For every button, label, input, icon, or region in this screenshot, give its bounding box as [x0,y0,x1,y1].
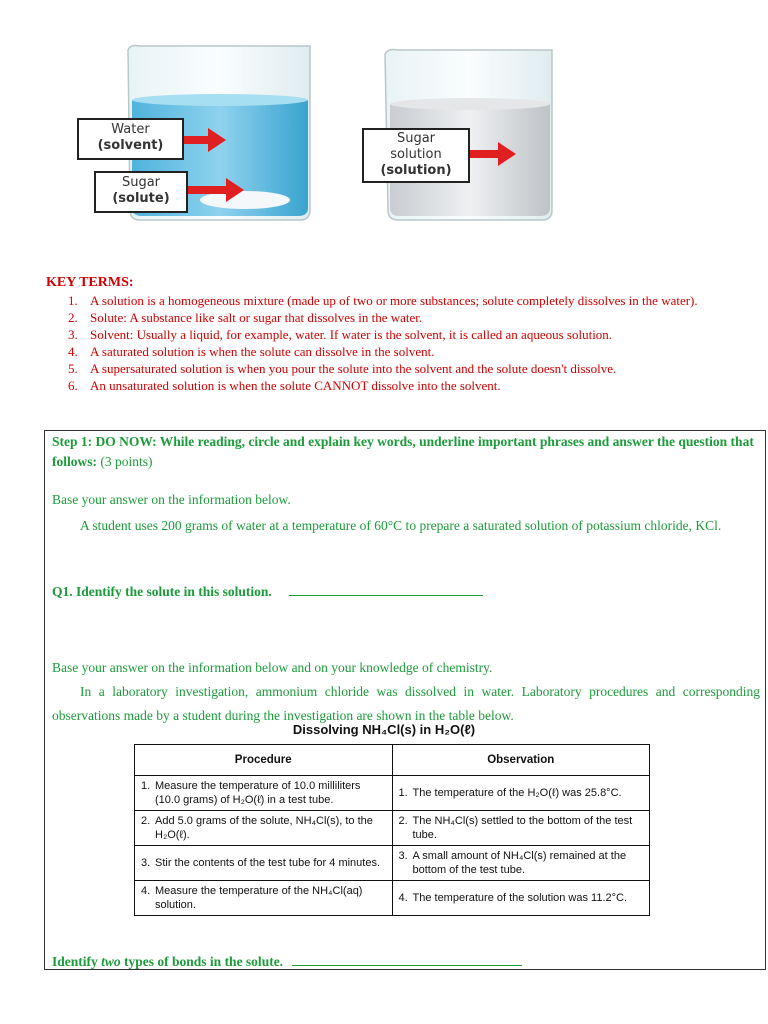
table-row [135,811,650,846]
list-item [68,377,736,394]
item-number: 5. [68,361,78,376]
procedure-table [134,744,650,916]
passage-1: A student uses 200 grams of water at a temperature of 60°C to prepare a saturated solution of potassium chloride, KCl. [80,518,722,533]
item-number: 3. [68,327,78,342]
list-item [68,309,736,326]
key-terms-title: KEY TERMS: [46,275,134,290]
answer-blank-1[interactable] [289,583,483,596]
solute-label-text: (solute) [112,191,170,206]
cell-number: 4. [141,885,151,897]
step-heading-text: Step 1: DO NOW: While reading, circle and explain key words, underline important phrases and answer the question that follows: [52,434,754,469]
procedure-cell [135,881,393,916]
cell-number: 2. [398,815,408,827]
cell-text: The temperature of the solution was 11.2°C. [412,892,628,904]
sugar-solution-label [362,128,470,183]
question-1 [52,580,483,604]
cell-text: Measure the temperature of the NH₄Cl(aq) solution. [155,885,363,911]
solution2-label-text: (solution) [380,163,452,178]
cell-text: Measure the temperature of 10.0 milliliters (10.0 grams) of H₂O(ℓ) in a test tube. [155,780,361,806]
step-heading [52,432,760,472]
sugar-solute-label [94,171,188,213]
question-2 [52,950,522,974]
item-text: A solution is a homogeneous mixture (made up of two or more substances; solute completely dissolves in the water). [90,293,698,308]
passage-2: In a laboratory investigation, ammonium chloride was dissolved in water. Laboratory procedures and corresponding observations made by a student during the investigation are shown in the table below. [52,684,760,723]
key-terms-list [68,292,736,394]
intro-1: Base your answer on the information below. [52,492,291,507]
table-row [135,776,650,811]
item-number: 1. [68,293,78,308]
cell-number: 1. [141,780,151,792]
question-1-text: Q1. Identify the solute in this solution. [52,584,272,599]
question-2-emphasis: two [101,954,121,969]
observation-cell [392,881,650,916]
cell-text: Add 5.0 grams of the solute, NH₄Cl(s), to the H₂O(ℓ). [155,815,373,841]
item-number: 2. [68,310,78,325]
item-text: Solute: A substance like salt or sugar that dissolves in the water. [90,310,423,325]
list-item [68,360,736,377]
cell-number: 2. [141,815,151,827]
sugar-label-text: Sugar [121,175,161,190]
list-item [68,326,736,343]
cell-text: The temperature of the H₂O(ℓ) was 25.8°C. [412,787,622,799]
cell-number: 4. [398,892,408,904]
observation-cell [392,776,650,811]
cell-text: A small amount of NH₄Cl(s) remained at the bottom of the test tube. [412,850,627,876]
item-number: 6. [68,378,78,393]
observation-cell [392,846,650,881]
item-number: 4. [68,344,78,359]
list-item [68,292,736,309]
solvent-label-text: (solvent) [97,138,164,153]
intro-2: Base your answer on the information below and on your knowledge of chemistry. [52,660,493,675]
step-points: (3 points) [100,454,153,469]
observation-header: Observation [392,745,650,776]
answer-blank-2[interactable] [292,953,522,966]
solution-label-text: solution [390,147,442,162]
cell-number: 1. [398,787,408,799]
procedure-header: Procedure [135,745,393,776]
cell-number: 3. [398,850,408,862]
list-item [68,343,736,360]
table-row [135,881,650,916]
cell-text: Stir the contents of the test tube for 4 minutes. [155,857,381,869]
table-header-row [135,745,650,776]
item-text: An unsaturated solution is when the solute CANNOT dissolve into the solvent. [90,378,501,393]
sugar2-label-text: Sugar [396,131,436,146]
question-2-post: types of bonds in the solute. [124,954,284,969]
table-title: Dissolving NH₄Cl(s) in H₂O(ℓ) [292,722,476,737]
procedure-cell [135,811,393,846]
cell-number: 3. [141,857,151,869]
item-text: A saturated solution is when the solute can dissolve in the solvent. [90,344,435,359]
question-2-pre: Identify [52,954,98,969]
table-row [135,846,650,881]
cell-text: The NH₄Cl(s) settled to the bottom of the test tube. [412,815,633,841]
water-label-text: Water [111,122,150,137]
item-text: Solvent: Usually a liquid, for example, water. If water is the solvent, it is called an aqueous solution. [90,327,613,342]
procedure-cell [135,846,393,881]
item-text: A supersaturated solution is when you pour the solute into the solvent and the solute doesn't dissolve. [90,361,617,376]
observation-cell [392,811,650,846]
water-solvent-label [77,118,184,160]
procedure-cell [135,776,393,811]
